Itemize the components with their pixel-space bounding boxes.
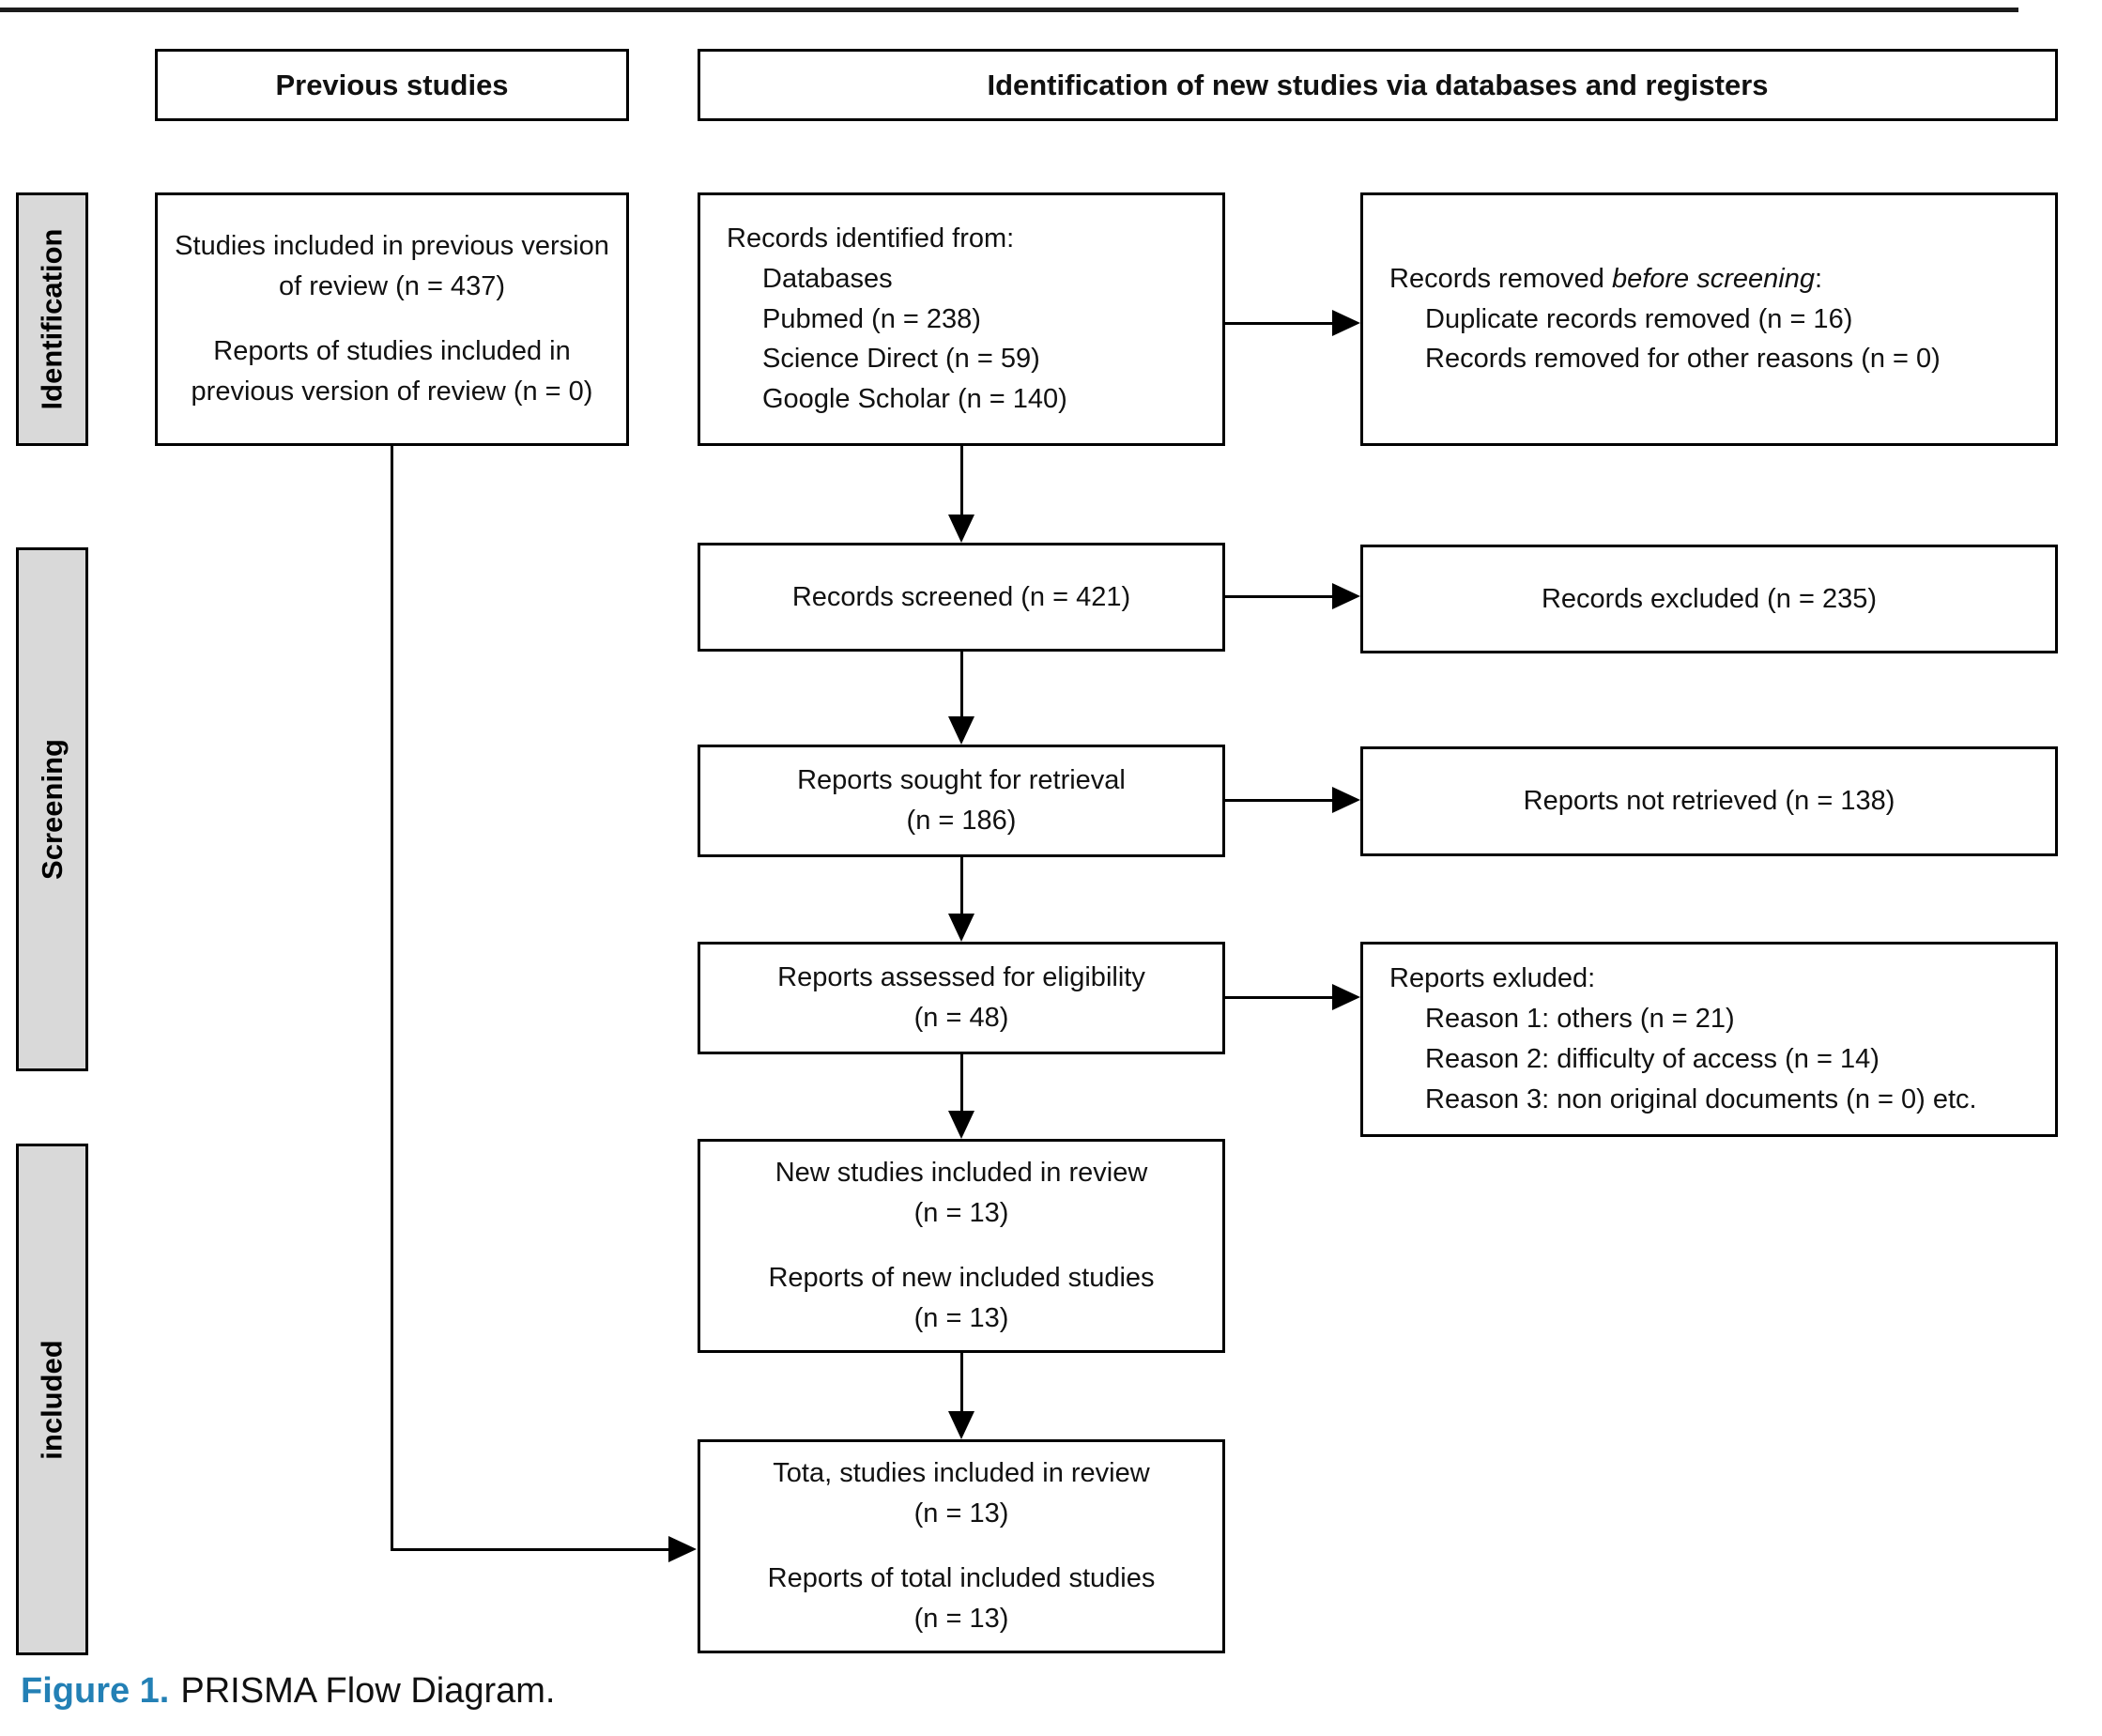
records-screened-label: Records screened (n = 421): [791, 581, 1131, 612]
records-removed-heading-suffix: :: [1814, 263, 1823, 294]
box-reports-assessed: [698, 942, 1225, 1054]
top-rule: [0, 8, 2018, 12]
reports-sought-line1: Reports sought for retrieval: [797, 765, 1126, 796]
arrow-line-sought-to-assessed: [960, 857, 963, 915]
arrow-line-previous-to-total-horizontal: [391, 1548, 668, 1551]
box-previous-studies: [155, 192, 629, 446]
records-removed-heading-emphasis: before screening: [1611, 263, 1815, 294]
figure-caption-label: Figure 1.: [21, 1671, 170, 1711]
new-studies-para2: [768, 1258, 1154, 1339]
reports-assessed-line1: Reports assessed for eligibility: [777, 962, 1145, 993]
figure-caption: [21, 1671, 555, 1712]
records-identified-line: Databases: [762, 263, 893, 294]
header-previous-studies-label: Previous studies: [275, 68, 509, 101]
arrow-line-identified-to-removed: [1225, 322, 1334, 325]
arrow-line-assessed-to-new: [960, 1054, 963, 1113]
reports-excluded-line: Reason 1: others (n = 21): [1425, 1004, 1735, 1035]
arrow-line-assessed-to-excluded: [1225, 996, 1334, 999]
box-new-studies-included: [698, 1139, 1225, 1353]
arrow-head-assessed-to-excluded: [1332, 984, 1360, 1010]
arrow-line-previous-to-total-vertical: [391, 446, 393, 1551]
new-studies-para1-line2: (n = 13): [913, 1198, 1009, 1229]
records-identified-line: Pubmed (n = 238): [762, 303, 981, 334]
arrow-line-screened-to-sought: [960, 652, 963, 718]
new-studies-para2-line1: Reports of new included studies: [768, 1263, 1155, 1293]
box-total-studies-included: [698, 1439, 1225, 1653]
total-studies-para1-line2: (n = 13): [913, 1498, 1009, 1529]
arrow-line-identified-to-screened: [960, 446, 963, 516]
header-identification-new-studies-label: Identification of new studies via databases and registers: [987, 68, 1769, 101]
box-records-identified: [698, 192, 1225, 446]
header-identification-new-studies: [698, 49, 2058, 121]
arrow-head-new-to-total: [948, 1411, 974, 1439]
reports-assessed-line2: (n = 48): [913, 1003, 1009, 1033]
arrow-line-screened-to-excluded: [1225, 595, 1334, 598]
reports-excluded-heading: Reports exluded:: [1389, 963, 1596, 994]
stage-bar-included-label: included: [35, 1339, 69, 1460]
total-studies-para2-line2: (n = 13): [913, 1603, 1009, 1634]
records-excluded-label: Records excluded (n = 235): [1541, 583, 1878, 614]
header-previous-studies: [155, 49, 629, 121]
records-identified-line: Google Scholar (n = 140): [762, 384, 1067, 415]
arrow-head-assessed-to-new: [948, 1111, 974, 1139]
arrow-line-sought-to-not-retrieved: [1225, 799, 1334, 802]
box-records-removed: [1360, 192, 2058, 446]
records-identified-line: Science Direct (n = 59): [762, 344, 1040, 375]
box-reports-not-retrieved: [1360, 746, 2058, 856]
previous-studies-para2: Reports of studies included in previous version of review (n = 0): [191, 336, 593, 407]
arrow-line-new-to-total: [960, 1353, 963, 1413]
total-studies-para1-line1: Tota, studies included in review: [773, 1458, 1150, 1489]
arrow-head-previous-to-total: [668, 1536, 697, 1562]
new-studies-para1-line1: New studies included in review: [775, 1158, 1148, 1189]
stage-bar-screening-label: Screening: [35, 739, 69, 880]
arrow-head-identified-to-screened: [948, 515, 974, 543]
new-studies-para1: [775, 1153, 1148, 1234]
arrow-head-sought-to-assessed: [948, 914, 974, 942]
reports-not-retrieved-label: Reports not retrieved (n = 138): [1523, 786, 1895, 817]
records-removed-heading: [1389, 259, 2036, 300]
total-studies-para2-line1: Reports of total included studies: [767, 1563, 1156, 1593]
figure-caption-text: PRISMA Flow Diagram.: [180, 1671, 556, 1711]
arrow-head-screened-to-sought: [948, 716, 974, 745]
stage-bar-included: [16, 1144, 88, 1655]
records-removed-line: Records removed for other reasons (n = 0): [1425, 344, 1941, 375]
box-records-screened: [698, 543, 1225, 652]
box-records-excluded: [1360, 545, 2058, 653]
stage-bar-identification-label: Identification: [35, 228, 69, 410]
previous-studies-para1: Studies included in previous version of review (n = 437): [175, 231, 609, 302]
total-studies-para2: [768, 1559, 1156, 1639]
records-identified-heading: Records identified from:: [727, 223, 1015, 253]
arrow-head-identified-to-removed: [1332, 310, 1360, 336]
box-reports-sought: [698, 745, 1225, 857]
box-reports-excluded: [1360, 942, 2058, 1137]
reports-excluded-line: Reason 2: difficulty of access (n = 14): [1425, 1044, 1880, 1074]
reports-excluded-line: Reason 3: non original documents (n = 0) etc.: [1425, 1083, 1977, 1114]
arrow-head-screened-to-excluded: [1332, 583, 1360, 609]
arrow-head-sought-to-not-retrieved: [1332, 787, 1360, 813]
new-studies-para2-line2: (n = 13): [913, 1302, 1009, 1333]
records-removed-line: Duplicate records removed (n = 16): [1425, 303, 1853, 334]
stage-bar-screening: [16, 547, 88, 1071]
records-removed-heading-prefix: Records removed: [1389, 263, 1612, 294]
stage-bar-identification: [16, 192, 88, 446]
total-studies-para1: [773, 1453, 1149, 1534]
reports-sought-line2: (n = 186): [906, 806, 1017, 836]
